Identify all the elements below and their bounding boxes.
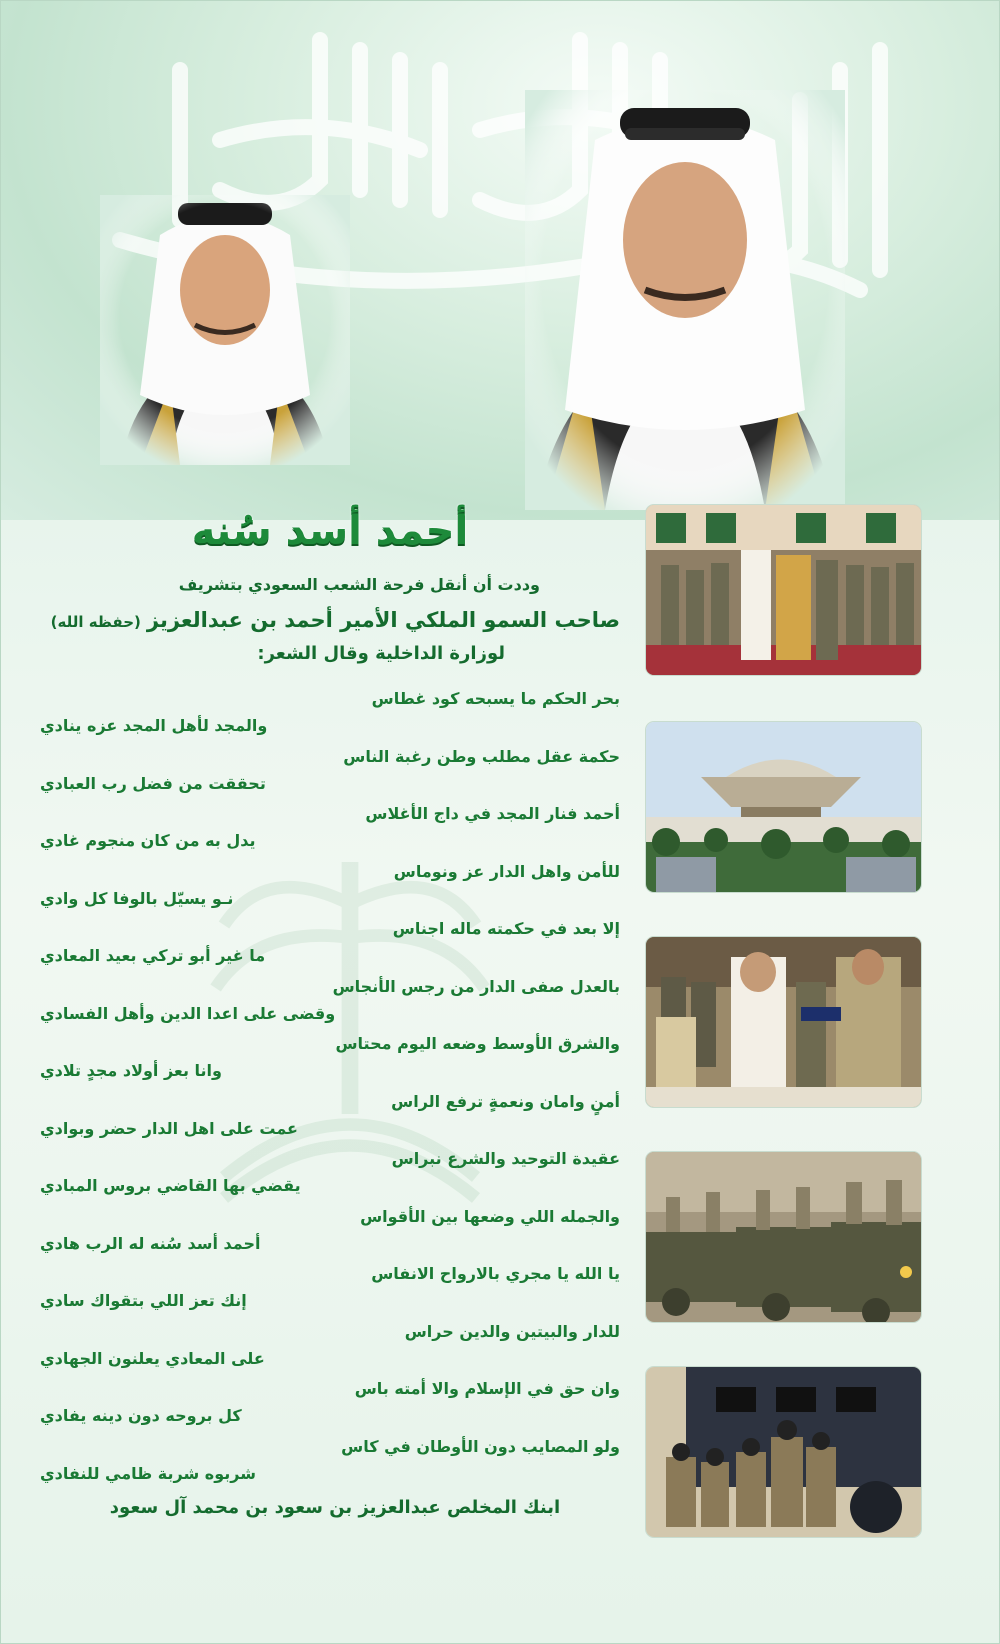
verse-second-hemistich: وقضى على اعدا الدين وأهل الفسادي [40,1003,336,1023]
verse-first-hemistich: يا الله يا مجري بالارواح الانفاس [371,1264,620,1283]
verse-first-hemistich: حكمة عقل مطلب وطن رغبة الناس [343,746,620,766]
verse-second-hemistich: إنك تعز اللي بتقواك سادي [40,1291,247,1310]
verse-second-hemistich: شربوه شربة ظامي للنفادي [40,1463,256,1483]
verse-second-hemistich: وانا بعز أولاد مجدٍ تلادي [40,1061,222,1080]
verse-second-hemistich: تحققت من فضل رب العبادي [40,773,266,793]
poem-title: أحمد أسد سُنه [191,508,469,554]
verse-first-hemistich: أحمد فنار المجد في داج الأغلاس [365,804,620,823]
verse-second-hemistich: ما غير أبو تركي بعيد المعادي [40,946,266,965]
verse-second-hemistich: والمجد لأهل المجد عزه ينادي [40,716,268,735]
intro-line-2-text: صاحب السمو الملكي الأمير أحمد بن عبدالعزيز [146,608,620,632]
verse-first-hemistich: إلا بعد في حكمته ماله اجناس [392,919,620,938]
verse-first-hemistich: بالعدل صفى الدار من رجس الأنجاس [332,976,620,996]
honorific: (حفظه الله) [50,613,141,631]
verse-first-hemistich: للأمن واهل الدار عز ونوماس [393,861,620,881]
verse-second-hemistich: يقضي بها القاضي بروس المبادي [40,1176,301,1195]
verse-first-hemistich: أمنٍ وامان ونعمةٍ ترفع الراس [391,1091,620,1111]
verse-second-hemistich: على المعادي يعلنون الجهادي [40,1348,265,1368]
verse-second-hemistich: يدل به من كان منجوم غادي [40,831,256,850]
verse-first-hemistich: والشرق الأوسط وضعه اليوم محتاس [335,1034,620,1053]
verse-second-hemistich: عمت على اهل الدار حضر وبوادي [40,1118,298,1138]
verse-second-hemistich: نـو يسيّل بالوفا كل وادي [40,888,234,908]
verse-second-hemistich: أحمد أسد سُنه له الرب هادي [40,1233,261,1253]
verse-second-hemistich: كل بروحه دون دينه يفادي [40,1406,242,1425]
verse-first-hemistich: والجمله اللي وضعها بين الأقواس [360,1206,620,1226]
signature: ابنك المخلص عبدالعزيز بن سعود بن محمد آل سعود [109,1497,561,1518]
intro-line-1: وددت أن أنقل فرحة الشعب السعودي بتشريف [178,575,540,594]
verse-first-hemistich: ولو المصايب دون الأوطان في كاس [341,1436,620,1456]
verse-first-hemistich: وان حق في الإسلام والا أمته باس [354,1379,620,1398]
verse-first-hemistich: عقيدة التوحيد والشرع نبراس [391,1149,620,1168]
verse-first-hemistich: بحر الحكم ما يسبحه كود غطاس [371,689,620,708]
intro-line-3: لوزارة الداخلية وقال الشعر: [257,643,505,664]
verse-first-hemistich: للدار والبيتين والدين حراس [404,1321,620,1341]
